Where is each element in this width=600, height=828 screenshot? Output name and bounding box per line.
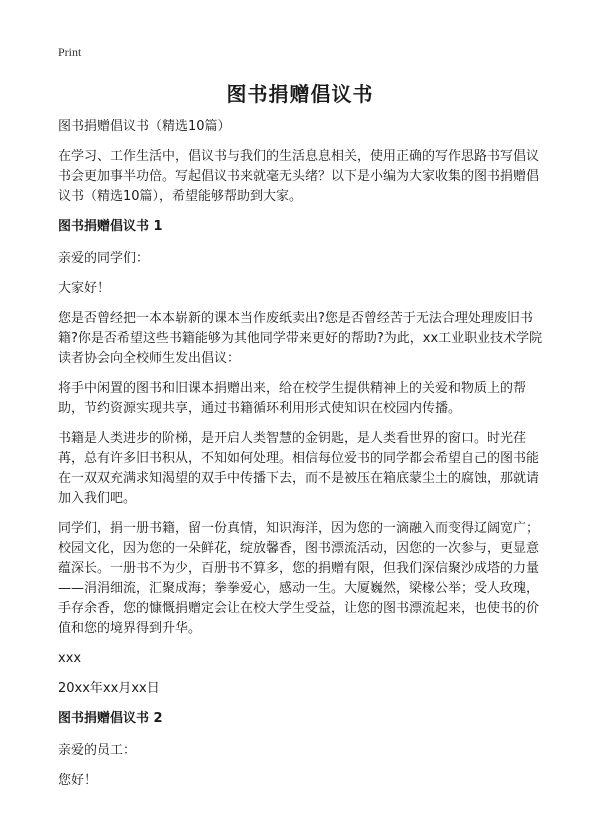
letter1-date: 20xx年xx月xx日	[58, 681, 160, 696]
letter2-heading: 图书捐赠倡议书 2	[58, 711, 163, 726]
letter1-paragraph: 书籍是人类进步的阶梯，是开启人类智慧的金钥匙，是人类看世界的窗口。时光荏苒，总有许多旧书积从，不知如何处理。相信每位爱书的同学都会希望自己的图书能在一双双充满求知渴望的双手中传播下去，而不是被压在箱底蒙尘土的腐蚀，那就请加入我们吧。	[58, 431, 540, 506]
letter2-salutation: 亲爱的员工：	[58, 743, 137, 758]
page-title: 图书捐赠倡议书	[226, 82, 374, 106]
print-label: Print	[58, 45, 82, 59]
subtitle: 图书捐赠倡议书（精选10篇）	[58, 119, 231, 134]
letter1-signature: xxx	[58, 651, 82, 666]
letter1-paragraph: 将手中闲置的图书和旧课本捐赠出来，给在校学生提供精神上的关爱和物质上的帮助，节约资源实现共享，通过书籍循环利用形式使知识在校园内传播。	[58, 381, 527, 416]
letter1-greeting: 大家好！	[58, 281, 111, 296]
letter2-greeting: 您好！	[58, 773, 98, 788]
letter1-paragraph: 同学们，捐一册书籍，留一份真情，知识海洋，因为您的一滴融入而变得辽阔宽广；校园文化，因为您的一朵鲜花，绽放馨香，图书漂流活动，因您的一次参与，更显意蕴深长。一册书不为少，百册书不算多，您的捐赠有限，但我们深信聚沙成塔的力量——涓涓细流，汇聚成海；拳拳爱心，感动一生。大厦巍然，梁椽公举；受人玫瑰，手存余香，您的慷慨捐赠定会让在校大学生受益，让您的图书漂流起来，也使书的价值和您的境界得到升华。	[58, 521, 540, 636]
document-body	[58, 117, 546, 801]
letter1-salutation: 亲爱的同学们：	[58, 251, 150, 266]
letter1-paragraph: 您是否曾经把一本本崭新的课本当作废纸卖出?您是否曾经苦于无法合理处理废旧书籍?你是否希望这些书籍能够为其他同学带来更好的帮助?为此，xx工业职业技术学院读者协会向全校师生发出倡议：	[58, 311, 543, 366]
intro-paragraph: 在学习、工作生活中，倡议书与我们的生活息息相关，使用正确的写作思路书写倡议书会更加事半功倍。写起倡议书来就毫无头绪？以下是小编为大家收集的图书捐赠倡议书（精选10篇），希望能够帮助到大家。	[58, 149, 540, 204]
letter1-heading: 图书捐赠倡议书 1	[58, 219, 163, 234]
